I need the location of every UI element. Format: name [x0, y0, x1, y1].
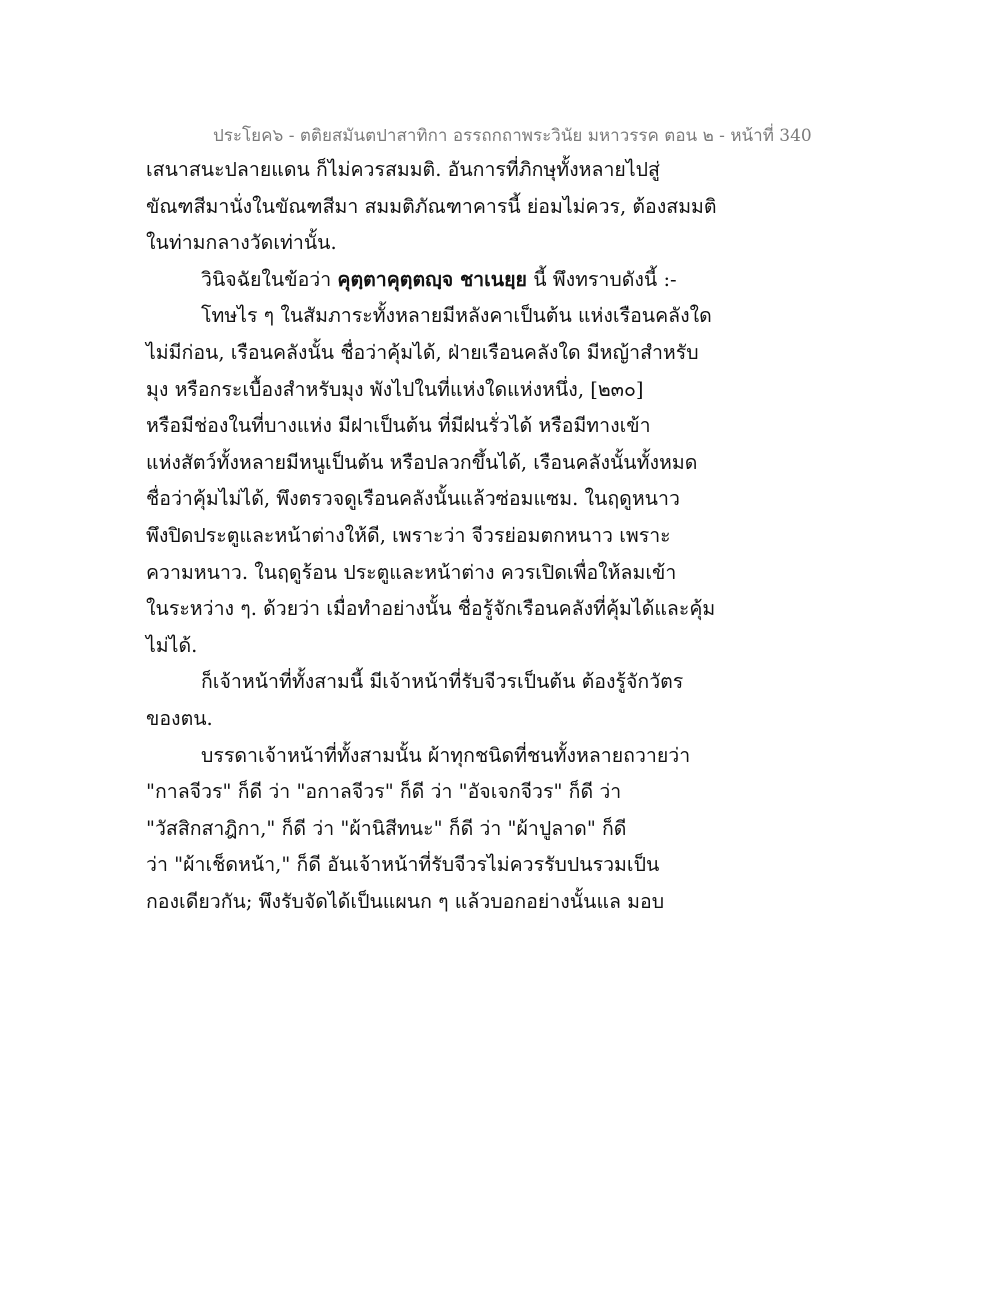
text-line: "กาลจีวร" ก็ดี ว่า "อกาลจีวร" ก็ดี ว่า "อัจเจกจีวร" ก็ดี ว่า: [146, 780, 622, 804]
running-header: ประโยค๖ - ตติยสมันตปาสาทิกา อรรถกถาพระวินัย มหาวรรค ตอน ๒ - หน้าที่ 340: [213, 126, 812, 146]
text-line: ในระหว่าง ๆ. ด้วยว่า เมื่อทำอย่างนั้น ชื่อรู้จักเรือนคลังที่คุ้มได้และคุ้ม: [146, 597, 716, 621]
text-line: [146, 262, 736, 299]
text-span: วินิจฉัยในข้อว่า: [201, 267, 332, 291]
pali-term: คุตฺตาคุตฺตญฺจ ชาเนยฺย: [337, 267, 527, 291]
text-span: นี้ พึงทราบดังนี้ :-: [533, 267, 677, 291]
text-line: พึงปิดประตูและหน้าต่างให้ดี, เพราะว่า จีวรย่อมตกหนาว เพราะ: [146, 523, 671, 547]
text-line: กองเดียวกัน; พึงรับจัดได้เป็นแผนก ๆ แล้วบอกอย่างนั้นแล มอบ: [146, 889, 665, 913]
text-line: แห่งสัตว์ทั้งหลายมีหนูเป็นต้น หรือปลวกขึ้นได้, เรือนคลังนั้นทั้งหมด: [146, 450, 698, 474]
text-line: หรือมีช่องในที่บางแห่ง มีฝาเป็นต้น ที่มีฝนรั่วได้ หรือมีทางเข้า: [146, 414, 651, 438]
text-line: ความหนาว. ในฤดูร้อน ประตูและหน้าต่าง ควรเปิดเพื่อให้ลมเข้า: [146, 560, 677, 584]
text-line: ว่า "ผ้าเช็ดหน้า," ก็ดี อันเจ้าหน้าที่รับจีวรไม่ควรรับปนรวมเป็น: [146, 853, 660, 877]
text-line: โทษไร ๆ ในสัมภาระทั้งหลายมีหลังคาเป็นต้น แห่งเรือนคลังใด: [201, 304, 712, 328]
text-line: ไม่มีก่อน, เรือนคลังนั้น ชื่อว่าคุ้มได้, ฝ่ายเรือนคลังใด มีหญ้าสำหรับ: [146, 340, 699, 364]
text-line: ไม่ได้.: [146, 633, 198, 657]
text-line: เสนาสนะปลายแดน ก็ไม่ควรสมมติ. อันการที่ภิกษุทั้งหลายไปสู่: [146, 158, 660, 181]
text-line: ชื่อว่าคุ้มไม่ได้, พึงตรวจดูเรือนคลังนั้นแล้วซ่อมแซม. ในฤดูหนาว: [146, 487, 680, 511]
text-line: มุง หรือกระเบื้องสำหรับมุง พังไปในที่แห่งใดแห่งหนึ่ง, [๒๓๐]: [146, 377, 644, 401]
text-line: "วัสสิกสาฎิกา," ก็ดี ว่า "ผ้านิสีทนะ" ก็ดี ว่า "ผ้าปูลาด" ก็ดี: [146, 816, 627, 840]
text-line: ของตน.: [146, 706, 213, 730]
text-line: ขัณฑสีมานั่งในขัณฑสีมา สมมติภัณฑาคารนี้ ย่อมไม่ควร, ต้องสมมติ: [146, 194, 717, 218]
text-line: บรรดาเจ้าหน้าที่ทั้งสามนั้น ผ้าทุกชนิดที่ชนทั้งหลายถวายว่า: [201, 743, 691, 767]
body-text: [146, 152, 736, 920]
text-line: ในท่ามกลางวัดเท่านั้น.: [146, 231, 337, 255]
text-line: ก็เจ้าหน้าที่ทั้งสามนี้ มีเจ้าหน้าที่รับจีวรเป็นต้น ต้องรู้จักวัตร: [201, 670, 684, 694]
